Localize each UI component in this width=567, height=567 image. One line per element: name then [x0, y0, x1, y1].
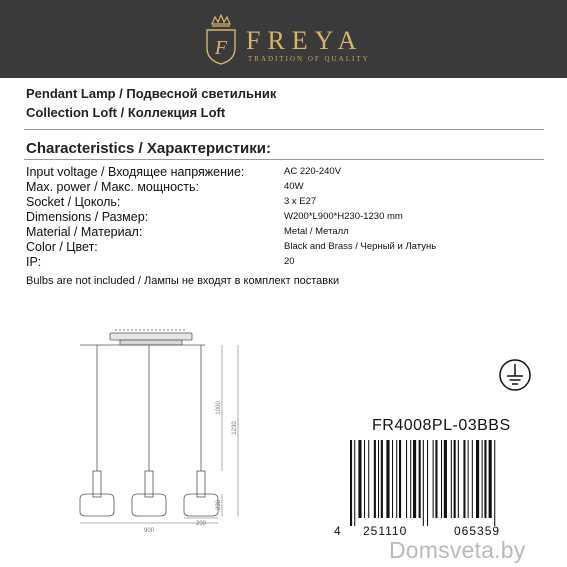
- characteristics-heading: Characteristics / Характеристики:: [26, 140, 271, 157]
- brand-name: FREYA: [246, 26, 364, 55]
- crown-shield-logo-icon: [204, 14, 238, 66]
- spec-value: 3 x E27: [284, 196, 317, 207]
- spec-label: Socket / Цоколь:: [26, 195, 121, 209]
- barcode-bar: [435, 440, 437, 518]
- spec-value: Metal / Металл: [284, 226, 349, 237]
- barcode-bar: [441, 440, 442, 518]
- dim-shade-width-label: 200: [195, 521, 207, 527]
- barcode-right-group: 065359: [454, 524, 501, 538]
- watermark: Domsveta.by: [389, 537, 526, 563]
- spec-value: W200*L900*H230-1230 mm: [284, 211, 403, 222]
- barcode-bar: [399, 440, 401, 518]
- pendant-lamp-technical-drawing: [60, 318, 250, 533]
- barcode: [348, 440, 538, 526]
- barcode-left-group: 251110: [363, 524, 408, 538]
- product-title: Pendant Lamp / Подвесной светильник: [26, 86, 277, 101]
- barcode-bar: [444, 440, 447, 518]
- spec-value: 40W: [284, 181, 304, 192]
- barcode-bar: [468, 440, 469, 518]
- barcode-bar: [354, 440, 355, 526]
- dim-total-height-label: 1230: [232, 421, 238, 435]
- barcode-bar: [358, 440, 361, 518]
- barcode-bar: [419, 440, 421, 518]
- spec-row: [26, 210, 546, 225]
- barcode-bar: [427, 440, 428, 526]
- spec-label: Color / Цвет:: [26, 240, 98, 254]
- barcode-bar: [433, 440, 434, 518]
- barcode-bar: [368, 440, 369, 518]
- dim-width-label: 900: [143, 528, 155, 533]
- barcode-bar: [413, 440, 416, 518]
- spec-label: Max. power / Макс. мощность:: [26, 180, 199, 194]
- barcode-bar: [463, 440, 465, 518]
- spec-value: AC 220-240V: [284, 166, 342, 177]
- spec-row: [26, 180, 546, 195]
- barcode-first-digit: 4: [334, 524, 341, 538]
- barcode-bar: [374, 440, 376, 518]
- barcode-bar: [458, 440, 459, 518]
- spec-value: 20: [284, 256, 295, 267]
- barcode-bar: [410, 440, 411, 518]
- barcode-bar: [451, 440, 452, 518]
- dim-shade-height-label: 230: [216, 499, 222, 511]
- logo-monogram: F: [214, 37, 228, 59]
- divider: [24, 159, 544, 160]
- spec-label: Input voltage / Входящее напряжение:: [26, 165, 245, 179]
- barcode-bar: [484, 440, 486, 518]
- spec-row: [26, 165, 546, 180]
- barcode-bar: [476, 440, 479, 518]
- spec-value: Black and Brass / Черный и Латунь: [284, 241, 437, 252]
- spec-row: [26, 255, 546, 270]
- model-code: FR4008PL-03BBS: [372, 417, 511, 434]
- barcode-bar: [454, 440, 456, 518]
- barcode-bar: [364, 440, 365, 518]
- barcode-bar: [494, 440, 495, 526]
- barcode-bar: [396, 440, 397, 518]
- brand-tagline: TRADITION OF QUALITY: [248, 55, 370, 63]
- barcode-bar: [482, 440, 483, 518]
- barcode-bar: [472, 440, 473, 518]
- spec-row: [26, 225, 546, 240]
- barcode-bar: [378, 440, 379, 518]
- spec-row: [26, 195, 546, 210]
- barcode-bar: [386, 440, 389, 518]
- dim-cord-label: 1000: [216, 401, 222, 415]
- bulbs-note: Bulbs are not included / Лампы не входят в комплект поставки: [26, 275, 340, 287]
- product-collection: Collection Loft / Коллекция Loft: [26, 105, 226, 120]
- barcode-bar: [489, 440, 492, 518]
- divider: [24, 129, 544, 130]
- barcode-bar: [381, 440, 383, 518]
- spec-label: Material / Материал:: [26, 225, 143, 239]
- barcode-bar: [392, 440, 393, 518]
- spec-label: Dimensions / Размер:: [26, 210, 149, 224]
- barcode-bar: [350, 440, 352, 526]
- brand-header: [0, 0, 567, 78]
- spec-label: IP:: [26, 255, 42, 269]
- ground-symbol-icon: [498, 358, 532, 392]
- barcode-bar: [406, 440, 407, 518]
- barcode-bar: [423, 440, 424, 526]
- spec-row: [26, 240, 546, 255]
